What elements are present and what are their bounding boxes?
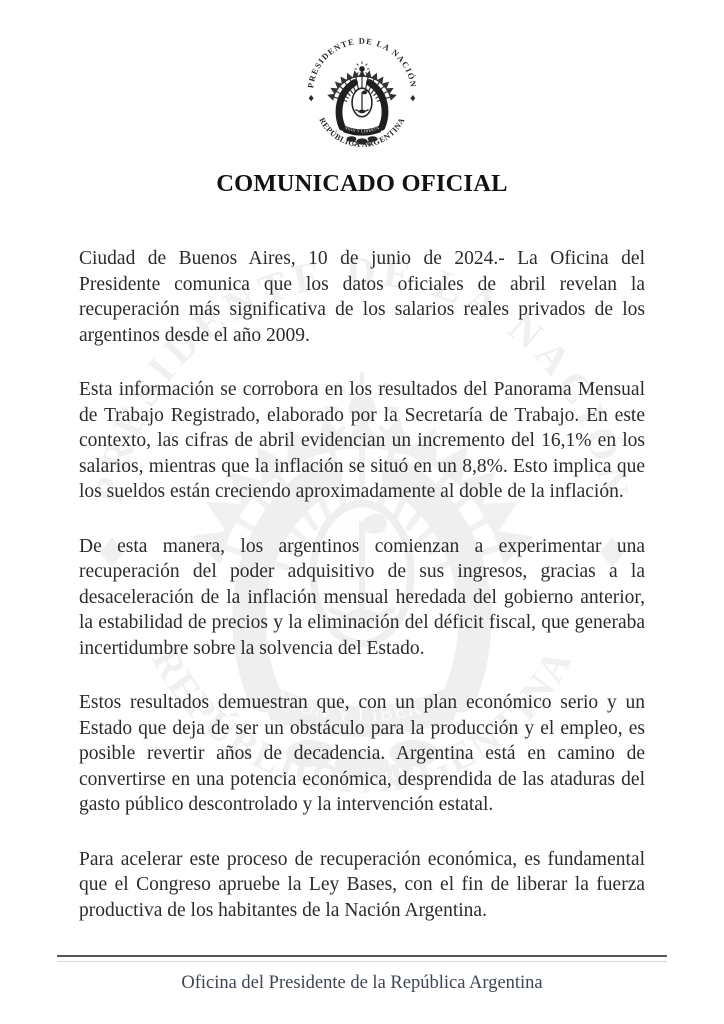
body-text (79, 246, 645, 923)
footer-divider-shadow (57, 961, 667, 962)
presidential-seal-image (300, 33, 424, 157)
paragraph-dateline: Ciudad de Buenos Aires, 10 de junio de 2024.- La Oficina del Presidente comunica que los datos oficiales de abril revelan la recuperación más significativa de los salarios reales privados de los argentinos desde el año 2009. (79, 248, 645, 346)
page-title: COMUNICADO OFICIAL (216, 170, 508, 197)
document-footer (57, 955, 667, 995)
footer-divider (57, 955, 667, 957)
paragraph: Esta información se corrobora en los resultados del Panorama Mensual de Trabajo Registrado, elaborado por la Secretaría de Trabajo. En este contexto, las cifras de abril evidencian un incremento del 16,1% en los salarios, mientras que la inflación se situó en un 8,8%. Esto implica que los sueldos están creciendo aproximadamente al doble de la inflación. (79, 379, 645, 502)
footer-text: Oficina del Presidente de la República Argentina (181, 973, 543, 993)
presidential-seal (300, 33, 424, 157)
paragraph: Para acelerar este proceso de recuperación económica, es fundamental que el Congreso apruebe la Ley Bases, con el fin de liberar la fuerza productiva de los habitantes de la Nación Argentina. (79, 848, 645, 921)
document-header (0, 33, 724, 198)
paragraph: Estos resultados demuestran que, con un plan económico serio y un Estado que deja de ser un obstáculo para la producción y el empleo, es posible revertir años de decadencia. Argentina está en camino de convertirse en una potencia económica, desprendida de las ataduras del gasto público descontrolado y la intervención estatal. (79, 692, 645, 815)
paragraph: De esta manera, los argentinos comienzan a experimentar una recuperación del poder adquisitivo de sus ingresos, gracias a la desaceleración de la inflación mensual heredada del gobierno anterior, la estabilidad de precios y la eliminación del déficit fiscal, que generaba incertidumbre sobre la solvencia del Estado. (79, 535, 645, 659)
